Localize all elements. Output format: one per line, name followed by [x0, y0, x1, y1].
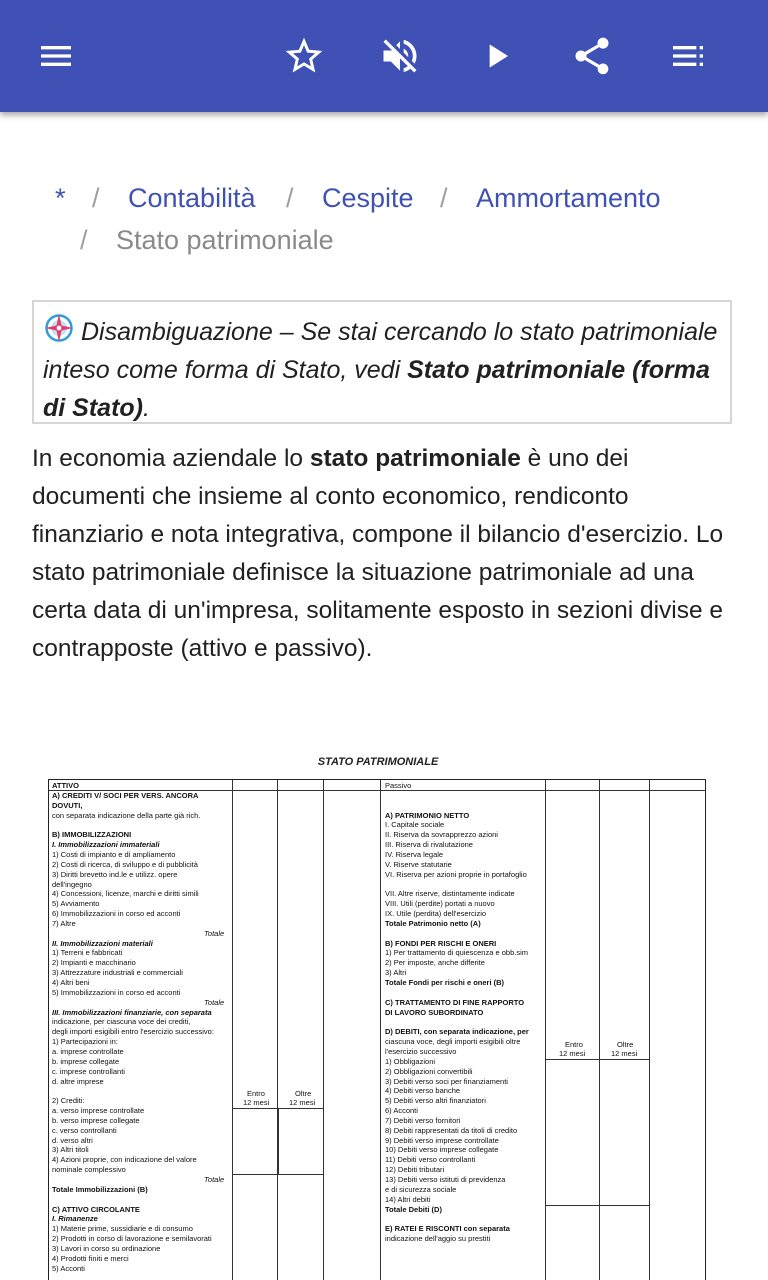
- breadcrumb-item-ammortamento[interactable]: Ammortamento: [476, 183, 661, 213]
- asset-line: II. Immobilizzazioni materiali: [52, 938, 153, 948]
- liability-line: indicazione dell'aggio su prestiti: [385, 1234, 491, 1244]
- liability-line: Totale Patrimonio netto (A): [385, 918, 481, 928]
- liability-line: 1) Per trattamento di quiescenza e obb.sim: [385, 948, 528, 958]
- liability-line: V. Riserve statutarie: [385, 859, 452, 869]
- liability-line: 10) Debiti verso imprese collegate: [385, 1145, 499, 1155]
- asset-line: d. altre imprese: [52, 1076, 104, 1086]
- left-entro-months: 12 mesi: [243, 1098, 270, 1107]
- asset-line: 2) Prodotti in corso di lavorazione e semilavorati: [52, 1234, 212, 1244]
- balance-sheet-table: [48, 779, 706, 1280]
- asset-line: C) ATTIVO CIRCOLANTE: [52, 1204, 140, 1214]
- asset-line: ATTIVO: [52, 781, 79, 790]
- asset-line: 1) Terreni e fabbricati: [52, 948, 123, 958]
- liability-line: 2) Per imposte, anche differite: [385, 958, 485, 968]
- asset-line: b. verso imprese collegate: [52, 1115, 140, 1125]
- asset-line: B) IMMOBILIZZAZIONI: [52, 830, 132, 840]
- liability-line: II. Riserva da sovrapprezzo azioni: [385, 830, 498, 840]
- liability-line: E) RATEI E RISCONTI con separata: [385, 1224, 510, 1234]
- liability-line: VI. Riserva per azioni proprie in portafoglio: [385, 869, 527, 879]
- balance-sheet-figure[interactable]: [40, 752, 716, 1280]
- asset-line: 4) Prodotti finiti e merci: [52, 1253, 129, 1263]
- liability-line: 9) Debiti verso imprese controllate: [385, 1135, 499, 1145]
- asset-line: Totale: [204, 928, 225, 938]
- app-toolbar: [0, 0, 768, 112]
- menu-button[interactable]: [28, 28, 84, 84]
- share-button[interactable]: [564, 28, 620, 84]
- asset-line: 1) Costi di impianto e di ampliamento: [52, 849, 176, 859]
- breadcrumb-current: Stato patrimoniale: [116, 225, 334, 255]
- left-oltre-label: Oltre: [295, 1089, 312, 1098]
- hatnote-text: Disambiguazione – Se stai cercando lo stato patrimoniale inteso come forma di Stato, vedi: [43, 318, 718, 384]
- intro-bold-term: stato patrimoniale: [309, 445, 521, 472]
- liability-line: 8) Debiti rappresentati da titoli di credito: [385, 1125, 518, 1135]
- asset-line: 4) Azioni proprie, con indicazione del valore: [52, 1155, 197, 1165]
- liability-line: l'esercizio successivo: [385, 1046, 457, 1056]
- liability-line: Totale Debiti (D): [385, 1204, 442, 1214]
- menu-icon: [36, 36, 76, 76]
- liability-line: 12) Debiti tributari: [385, 1165, 445, 1175]
- disambiguation-note: [32, 300, 732, 424]
- breadcrumb-separator: /: [80, 225, 88, 255]
- asset-line: I. Immobilizzazioni immateriali: [52, 840, 160, 850]
- asset-line: 3) Attrezzature industriali e commerciali: [52, 968, 183, 978]
- asset-line: 4) Concessioni, licenze, marchi e diritti simili: [52, 889, 199, 899]
- asset-line: Totale: [204, 1175, 225, 1184]
- asset-line: nominale complessivo: [52, 1165, 126, 1175]
- asset-line: c. verso controllanti: [52, 1125, 117, 1135]
- liability-line: 14) Altri debiti: [385, 1194, 431, 1204]
- liability-line: A) PATRIMONIO NETTO: [385, 810, 470, 820]
- liability-line: C) TRATTAMENTO DI FINE RAPPORTO: [385, 997, 525, 1007]
- liability-line: III. Riserva di rivalutazione: [385, 840, 473, 850]
- liability-line: 1) Obbligazioni: [385, 1056, 436, 1066]
- breadcrumb-item-cespite[interactable]: Cespite: [322, 183, 414, 213]
- asset-line: dell'ingegno: [52, 879, 92, 889]
- liability-line: B) FONDI PER RISCHI E ONERI: [385, 938, 497, 948]
- asset-line: 1) Materie prime, sussidiarie e di consumo: [52, 1224, 193, 1234]
- liability-line: I. Capitale sociale: [385, 820, 445, 830]
- asset-line: 3) Altri titoli: [52, 1145, 89, 1155]
- right-entro-label: Entro: [565, 1040, 583, 1049]
- liability-line: 3) Altri: [385, 968, 407, 978]
- article-intro: [32, 440, 740, 668]
- asset-line: 4) Altri beni: [52, 978, 90, 987]
- asset-line: I. Rimanenze: [52, 1214, 98, 1224]
- right-oltre-months: 12 mesi: [611, 1049, 638, 1058]
- play-icon: [478, 36, 518, 76]
- liability-line: 11) Debiti verso controllanti: [385, 1155, 476, 1165]
- intro-text-start: In economia aziendale lo: [32, 445, 310, 472]
- asset-line: 7) Altre: [52, 918, 76, 928]
- liability-line: VII. Altre riserve, distintamente indicate: [385, 889, 515, 899]
- figure-title: STATO PATRIMONIALE: [317, 756, 439, 768]
- asset-line: 2) Costi di ricerca, di sviluppo e di pubblicità: [52, 859, 198, 869]
- asset-line: b. imprese collegate: [52, 1056, 120, 1066]
- asset-line: indicazione, per ciascuna voce dei crediti,: [52, 1017, 191, 1027]
- liability-line: IV. Riserva legale: [385, 849, 444, 859]
- compass-icon: [43, 312, 75, 344]
- liability-line: e di sicurezza sociale: [385, 1184, 457, 1194]
- breadcrumb-separator: /: [440, 183, 448, 213]
- left-oltre-months: 12 mesi: [289, 1098, 316, 1107]
- intro-text-rest: è uno dei documenti che insieme al conto economico, rendiconto finanziario e nota integrativa, compone il bilancio d'esercizio. Lo stato patrimoniale definisce la situazione patrimoniale ad una certa data di un'impresa, solitamente esposto in sezioni divise e contrapposte (attivo e passivo).: [32, 445, 724, 662]
- liability-line: 4) Debiti verso banche: [385, 1086, 461, 1096]
- liability-line: 5) Debiti verso altri finanziatori: [385, 1096, 486, 1106]
- asset-line: 3) Diritti brevetto ind.le e utilizz. opere: [52, 869, 178, 879]
- asset-line: con separata indicazione della parte già rich.: [52, 810, 201, 820]
- asset-line: 1) Partecipazioni in:: [52, 1037, 118, 1047]
- mute-button[interactable]: [372, 28, 428, 84]
- right-oltre-label: Oltre: [617, 1040, 634, 1049]
- asset-line: 3) Lavori in corso su ordinazione: [52, 1243, 161, 1253]
- breadcrumb-home[interactable]: *: [55, 183, 66, 213]
- play-button[interactable]: [470, 28, 526, 84]
- breadcrumb-separator: /: [92, 183, 100, 213]
- asset-line: a. imprese controllate: [52, 1046, 124, 1056]
- asset-line: 2) Impianti e macchinario: [52, 958, 136, 968]
- breadcrumb-separator: /: [286, 183, 294, 213]
- liability-line: 7) Debiti verso fornitori: [385, 1115, 461, 1125]
- asset-line: c. imprese controllanti: [52, 1066, 125, 1076]
- liability-line: DI LAVORO SUBORDINATO: [385, 1007, 484, 1017]
- volume-off-icon: [378, 34, 422, 78]
- asset-line: 6) Immobilizzazioni in corso ed acconti: [52, 909, 181, 919]
- asset-line: DOVUTI,: [52, 800, 83, 810]
- liability-line: D) DEBITI, con separata indicazione, per: [385, 1027, 529, 1037]
- right-entro-months: 12 mesi: [559, 1049, 586, 1058]
- asset-line: 2) Crediti:: [52, 1096, 85, 1106]
- left-entro-label: Entro: [247, 1089, 265, 1098]
- star-outline-icon: [282, 34, 326, 78]
- liability-line: Totale Fondi per rischi e oneri (B): [385, 978, 505, 987]
- liability-line: 2) Obbligazioni convertibili: [385, 1066, 473, 1076]
- asset-line: degli importi esigibili entro l'esercizio successivo:: [52, 1027, 214, 1037]
- asset-line: 5) Avviamento: [52, 899, 100, 909]
- asset-line: 5) Immobilizzazioni in corso ed acconti: [52, 987, 181, 997]
- liability-line: IX. Utile (perdita) dell'esercizio: [385, 909, 487, 919]
- liability-line: ciascuna voce, degli importi esigibili oltre: [385, 1037, 521, 1047]
- liability-line: Passivo: [385, 781, 412, 790]
- breadcrumb-item-contabilita[interactable]: Contabilità: [128, 183, 256, 213]
- asset-line: A) CREDITI V/ SOCI PER VERS. ANCORA: [52, 790, 199, 800]
- liability-line: VIII. Utili (perdite) portati a nuovo: [385, 899, 495, 909]
- list-icon: [668, 36, 708, 76]
- liability-line: 3) Debiti verso soci per finanziamenti: [385, 1076, 508, 1086]
- asset-line: 5) Acconti: [52, 1263, 85, 1273]
- hatnote-suffix: .: [143, 394, 150, 422]
- contents-button[interactable]: [660, 28, 716, 84]
- asset-line: d. verso altri: [52, 1135, 93, 1145]
- liability-line: 6) Acconti: [385, 1106, 418, 1116]
- asset-line: a. verso imprese controllate: [52, 1106, 145, 1116]
- asset-line: III. Immobilizzazioni finanziarie, con separata: [52, 1007, 212, 1017]
- asset-line: Totale Immobilizzazioni (B): [52, 1184, 148, 1194]
- hatnote-link[interactable]: Stato patrimoniale (forma di Stato): [43, 356, 710, 422]
- bookmark-button[interactable]: [276, 28, 332, 84]
- share-icon: [570, 34, 614, 78]
- liability-line: 13) Debiti verso istituti di previdenza: [385, 1175, 506, 1184]
- asset-line: Totale: [204, 997, 225, 1007]
